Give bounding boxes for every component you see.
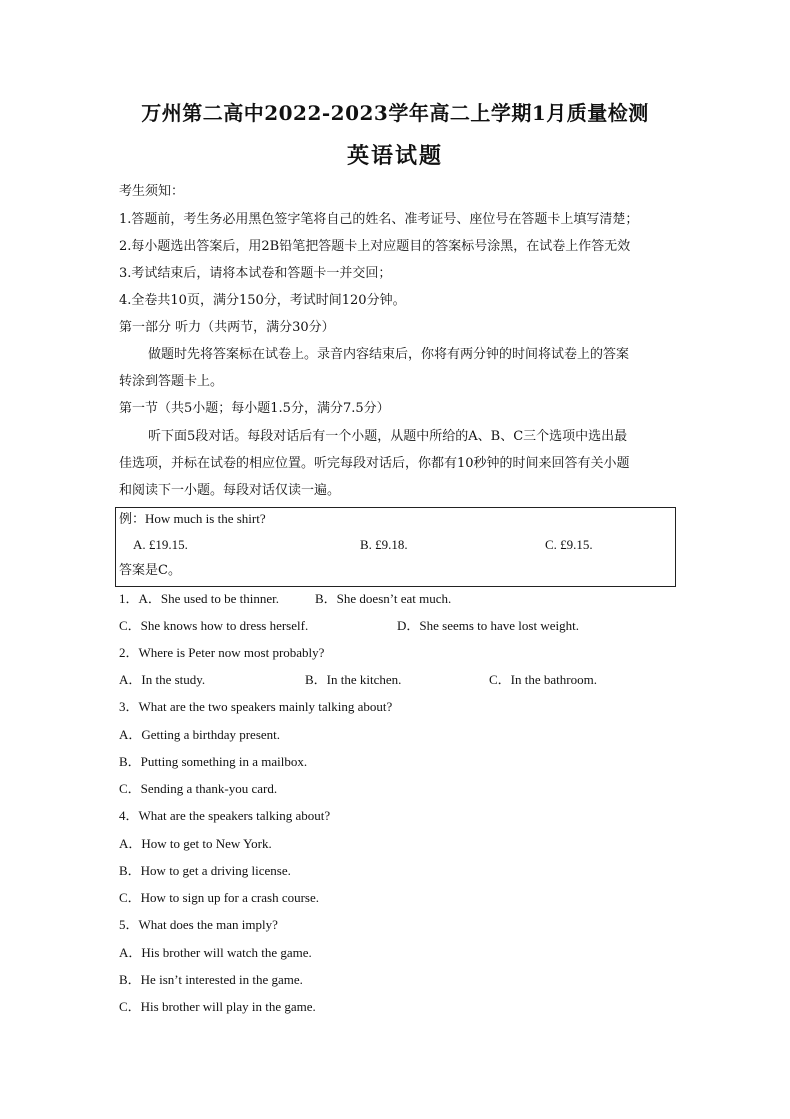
section1-instruction: 听下面5段对话。每段对话后有一个小题，从题中所给的A、B、C三个选项中选出最 <box>148 429 628 444</box>
q3-option-b: B．Putting something in a mailbox. <box>119 754 308 769</box>
q1-option-b: B．She doesn’t eat much. <box>315 591 452 606</box>
q3-option-a: A．Getting a birthday present. <box>119 727 281 742</box>
notice-item: 4.全卷共10页，满分150分，考试时间120分钟。 <box>119 293 406 308</box>
section1-instruction: 和阅读下一小题。每段对话仅读一遍。 <box>119 483 341 498</box>
page-title: 万州第二高中2022-2023学年高二上学期1月质量检测 <box>141 101 649 125</box>
q4-option-a: A．How to get to New York. <box>119 836 272 851</box>
example-option-a: A. £19.15. <box>133 537 188 552</box>
example-option-c: C. £9.15. <box>545 537 593 552</box>
q1-option-a: 1．A．She used to be thinner. <box>119 591 279 606</box>
q4-stem: 4．What are the speakers talking about? <box>119 808 331 823</box>
example-answer: 答案是C。 <box>119 563 181 578</box>
section1-heading: 第一节（共5小题；每小题1.5分，满分7.5分） <box>119 401 390 416</box>
section1-instruction: 佳选项，并标在试卷的相应位置。听完每段对话后，你都有10秒钟的时间来回答有关小题 <box>119 456 630 471</box>
q2-option-c: C．In the bathroom. <box>489 672 597 687</box>
q3-stem: 3．What are the two speakers mainly talking about? <box>119 699 393 714</box>
q2-stem: 2．Where is Peter now most probably? <box>119 645 325 660</box>
part1-instruction: 做题时先将答案标在试卷上。录音内容结束后，你将有两分钟的时间将试卷上的答案 <box>148 347 630 362</box>
notice-heading: 考生须知： <box>119 184 185 199</box>
notice-item: 3.考试结束后，请将本试卷和答题卡一并交回； <box>119 266 392 281</box>
q1-option-c: C．She knows how to dress herself. <box>119 618 309 633</box>
notice-item: 1.答题前，考生务必用黑色签字笔将自己的姓名、准考证号、座位号在答题卡上填写清楚； <box>119 212 639 227</box>
q5-option-b: B．He isn’t interested in the game. <box>119 972 303 987</box>
q4-option-b: B．How to get a driving license. <box>119 863 291 878</box>
q1-option-d: D．She seems to have lost weight. <box>397 618 579 633</box>
q4-option-c: C．How to sign up for a crash course. <box>119 890 320 905</box>
example-question: 例：How much is the shirt? <box>119 511 266 526</box>
notice-item: 2.每小题选出答案后，用2B铅笔把答题卡上对应题目的答案标号涂黑，在试卷上作答无效 <box>119 239 631 254</box>
example-option-b: B. £9.18. <box>360 537 408 552</box>
q5-option-a: A．His brother will watch the game. <box>119 945 312 960</box>
page-subtitle: 英语试题 <box>346 143 443 169</box>
q2-option-b: B．In the kitchen. <box>305 672 402 687</box>
q5-stem: 5．What does the man imply? <box>119 917 278 932</box>
q3-option-c: C．Sending a thank-you card. <box>119 781 278 796</box>
part1-instruction: 转涂到答题卡上。 <box>119 374 224 389</box>
q5-option-c: C．His brother will play in the game. <box>119 999 316 1014</box>
q2-option-a: A．In the study. <box>119 672 206 687</box>
part1-heading: 第一部分 听力（共两节，满分30分） <box>119 320 335 335</box>
